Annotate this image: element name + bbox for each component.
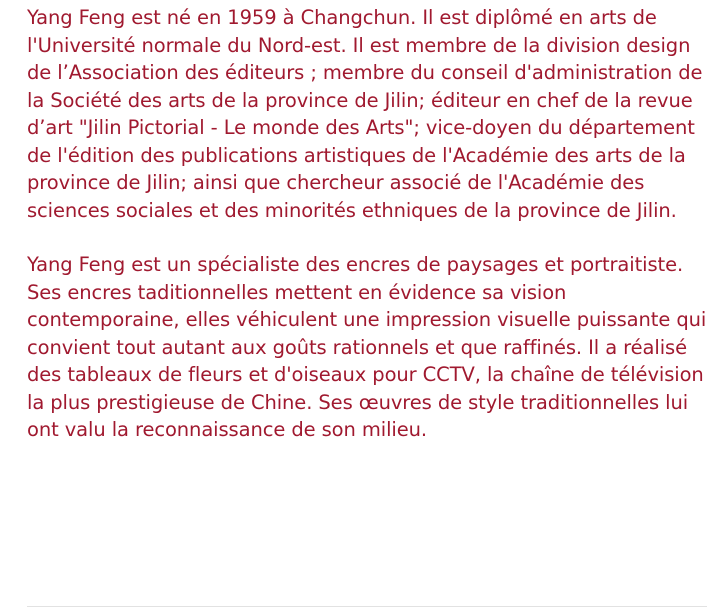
- biography-paragraph: Yang Feng est né en 1959 à Changchun. Il est diplômé en arts de l'Université normale du Nord-est. Il est membre de la division design de l’Association des éditeurs ; membre du conseil d'administration de la Société des arts de la province de Jilin; éditeur en chef de la revue d’art "Jilin Pictorial - Le monde des Arts"; vice-doyen du département de l'édition des publications artistiques de l'Académie des arts de la province de Jilin; ainsi que chercheur associé de l'Académie des sciences sociales et des minorités ethniques de la province de Jilin.: [27, 6, 703, 222]
- artistic-style-paragraph: Yang Feng est un spécialiste des encres de paysages et portraitiste. Ses encres taditionnelles mettent en évidence sa vision contemporaine, elles véhiculent une impression visuelle puissante qui convient tout autant aux goûts rationnels et que raffinés. Il a réalisé des tableaux de fleurs et d'oiseaux pour CCTV, la chaîne de télévision la plus prestigieuse de Chine. Ses œuvres de style traditionnelles lui ont valu la reconnaissance de son milieu.: [27, 253, 707, 441]
- article-body: [27, 4, 707, 444]
- section-divider: [27, 606, 707, 607]
